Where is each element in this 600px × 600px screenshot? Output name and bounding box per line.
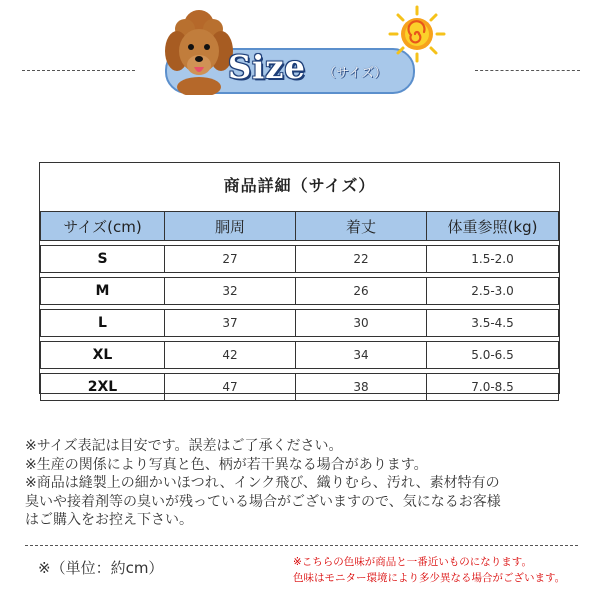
column-header-weight: 体重参照(kg) [427,211,559,241]
length-cell: 38 [296,373,427,401]
sun-icon [388,5,446,63]
note-line: ※生産の関係により写真と色、柄が若干異なる場合があります。 [25,456,428,473]
column-header-waist: 胴周 [165,211,296,241]
length-cell: 22 [296,245,427,273]
size-cell: 2XL [40,373,165,401]
disclaimer-line: ※こちらの色味が商品と一番近いものになります。 [293,556,532,568]
table-row [40,341,559,369]
length-cell: 34 [296,341,427,369]
length-cell: 30 [296,309,427,337]
size-cell: L [40,309,165,337]
weight-cell: 7.0-8.5 [427,373,559,401]
size-table [40,207,559,405]
dog-icon [163,7,235,95]
weight-cell: 1.5-2.0 [427,245,559,273]
waist-cell: 37 [165,309,296,337]
bottom-divider [25,545,578,546]
waist-cell: 42 [165,341,296,369]
color-disclaimer [293,554,593,586]
size-cell: S [40,245,165,273]
table-row [40,245,559,273]
column-header-size: サイズ(cm) [40,211,165,241]
disclaimer-line: 色味はモニター環境により多少異なる場合がございます。 [293,572,566,584]
banner-title: Size [228,48,306,86]
size-cell: M [40,277,165,305]
table-row [40,309,559,337]
table-header-row [40,211,559,241]
waist-cell: 32 [165,277,296,305]
size-cell: XL [40,341,165,369]
weight-cell: 2.5-3.0 [427,277,559,305]
table-title: 商品詳細（サイズ） [223,175,376,195]
weight-cell: 5.0-6.5 [427,341,559,369]
table-row [40,373,559,401]
waist-cell: 47 [165,373,296,401]
note-line: ※商品は縫製上の細かいほつれ、インク飛び、織りむら、汚れ、素材特有の [25,475,500,491]
column-header-length: 着丈 [296,211,427,241]
note-line: 臭いや接着剤等の臭いが残っている場合がございますので、気になるお客様 [25,493,501,510]
note-line: はご購入をお控え下さい。 [25,512,193,528]
header-divider-right [475,70,580,71]
header-divider-left [22,70,135,71]
banner-subtitle: （サイズ） [323,66,387,81]
waist-cell: 27 [165,245,296,273]
notes-block [25,437,585,530]
note-line: ※サイズ表記は目安です。誤差はご了承ください。 [25,438,343,454]
unit-note: ※（単位：約cm） [38,559,164,577]
table-row [40,277,559,305]
length-cell: 26 [296,277,427,305]
weight-cell: 3.5-4.5 [427,309,559,337]
